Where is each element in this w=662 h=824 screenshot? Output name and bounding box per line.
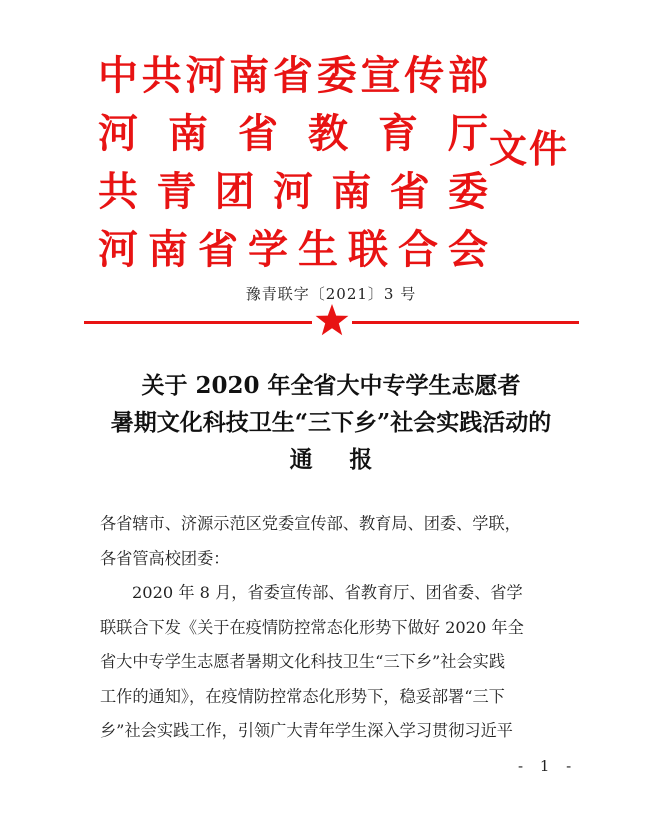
issuer-char: 南 xyxy=(229,53,270,99)
issuer-char: 委 xyxy=(316,53,357,99)
addressee-line-1: 各省辖市、济源示范区党委宣传部、教育局、团委、学联， xyxy=(100,514,521,533)
issuer-char: 共 xyxy=(141,53,182,99)
issuer-char: 河 xyxy=(185,53,226,99)
red-star-icon xyxy=(314,302,350,338)
issuer-char: 传 xyxy=(404,53,445,99)
issuer-char: 生 xyxy=(298,227,338,273)
body-line: 2020 年 8 月，省委宣传部、省教育厅、团省委、省学 xyxy=(132,583,523,602)
issuer-char: 教 xyxy=(308,111,348,157)
issuer-char: 联 xyxy=(348,227,388,273)
issuer-char: 团 xyxy=(214,169,255,215)
issuer-char: 部 xyxy=(448,53,488,99)
issuer-char: 学 xyxy=(248,227,288,273)
issuer-char: 中 xyxy=(98,53,138,99)
issuer-char: 会 xyxy=(448,227,488,273)
issuer-line-1 xyxy=(98,47,488,105)
issuer-char: 厅 xyxy=(448,111,488,157)
issuer-line-3 xyxy=(98,163,488,221)
issuer-char: 宣 xyxy=(360,53,401,99)
title-line-2: 暑期文化科技卫生“三下乡”社会实践活动的 xyxy=(110,409,552,436)
body-line: 省大中专学生志愿者暑期文化科技卫生“三下乡”社会实践 xyxy=(100,652,506,671)
issuer-line-4 xyxy=(98,221,488,279)
document-body xyxy=(100,507,570,749)
issuing-authorities xyxy=(98,47,488,279)
document-number: 豫青联字〔2021〕3 号 xyxy=(245,285,417,303)
issuer-char: 育 xyxy=(378,111,418,157)
title-line-3: 通报 xyxy=(289,446,410,473)
body-line: 联联合下发《关于在疫情防控常态化形势下做好 2020 年全 xyxy=(100,617,524,637)
document-label: 文件 xyxy=(489,127,570,171)
issuer-char: 南 xyxy=(168,111,208,157)
issuer-char: 省 xyxy=(273,53,313,99)
issuer-char: 河 xyxy=(98,227,138,273)
issuer-char: 合 xyxy=(398,227,438,273)
issuer-line-2 xyxy=(98,105,488,163)
issuer-char: 河 xyxy=(272,169,313,215)
title-line-1: 关于 2020 年全省大中专学生志愿者 xyxy=(141,372,521,399)
document-title xyxy=(0,367,662,478)
issuer-char: 南 xyxy=(331,169,372,215)
page-number: - 1 - xyxy=(518,757,578,775)
body-line: 乡”社会实践工作，引领广大青年学生深入学习贯彻习近平 xyxy=(100,721,513,740)
issuer-char: 委 xyxy=(447,169,488,215)
issuer-char: 河 xyxy=(98,111,138,157)
addressee-line-2: 各省管高校团委： xyxy=(100,548,230,568)
issuer-char: 省 xyxy=(198,227,238,273)
issuer-char: 青 xyxy=(156,169,197,215)
issuer-char: 南 xyxy=(148,227,188,273)
red-rule-left xyxy=(84,321,312,324)
red-rule-right xyxy=(352,321,579,324)
issuer-char: 省 xyxy=(238,111,278,157)
issuer-char: 共 xyxy=(98,169,138,215)
issuer-char: 省 xyxy=(389,169,430,215)
body-line: 工作的通知》，在疫情防控常态化形势下，稳妥部署“三下 xyxy=(100,686,505,706)
